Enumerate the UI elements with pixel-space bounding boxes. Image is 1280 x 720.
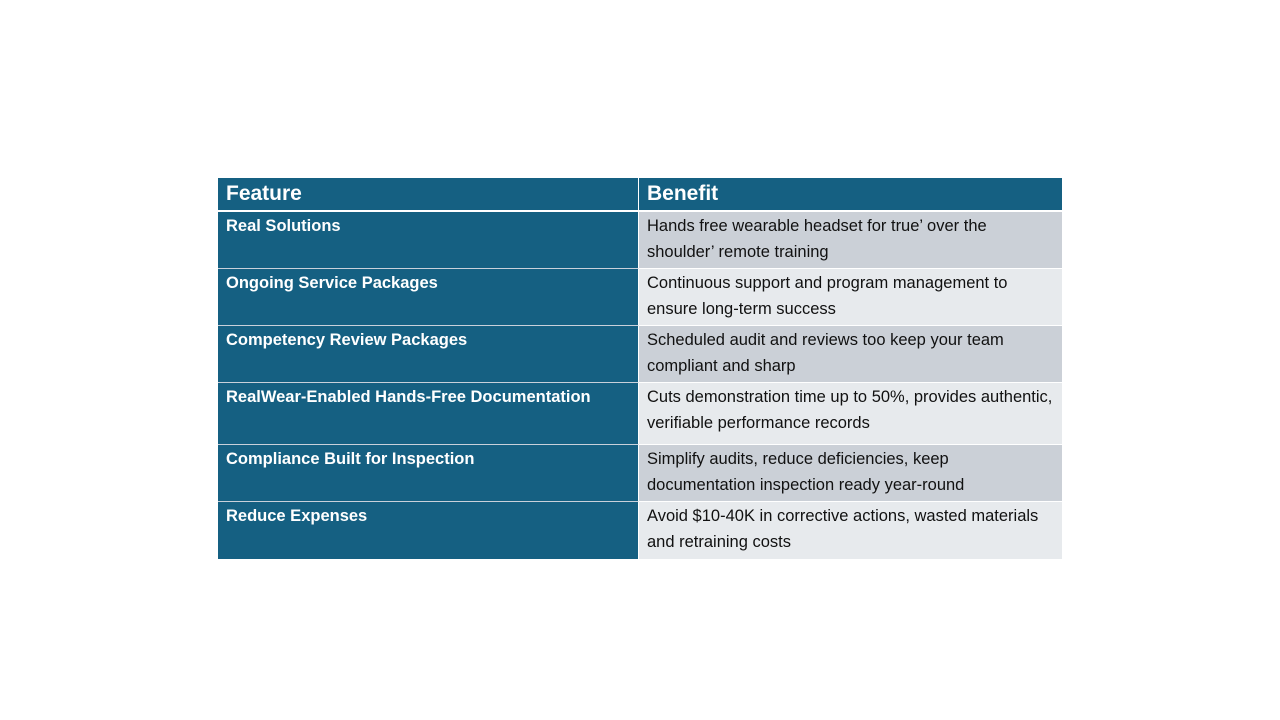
feature-cell: Reduce Expenses [218,502,639,559]
table-row [218,502,1062,559]
benefit-cell: Simplify audits, reduce deficiencies, keep documentation inspection ready year-round [639,445,1062,502]
feature-benefit-table [218,178,1062,559]
benefit-cell: Hands free wearable headset for true’ over the shoulder’ remote training [639,212,1062,269]
benefit-cell: Cuts demonstration time up to 50%, provides authentic, verifiable performance records [639,383,1062,445]
benefit-column-header: Benefit [639,178,1062,212]
table-row [218,383,1062,445]
feature-cell: Real Solutions [218,212,639,269]
feature-cell: Competency Review Packages [218,326,639,383]
feature-column-header: Feature [218,178,639,212]
feature-cell: Ongoing Service Packages [218,269,639,326]
table-row [218,269,1062,326]
benefit-cell: Scheduled audit and reviews too keep your team compliant and sharp [639,326,1062,383]
table-row [218,445,1062,502]
table-row [218,212,1062,269]
feature-cell: Compliance Built for Inspection [218,445,639,502]
feature-cell: RealWear-Enabled Hands-Free Documentation [218,383,639,445]
table-row [218,326,1062,383]
benefit-cell: Continuous support and program management to ensure long-term success [639,269,1062,326]
benefit-cell: Avoid $10-40K in corrective actions, wasted materials and retraining costs [639,502,1062,559]
table-header-row [218,178,1062,212]
